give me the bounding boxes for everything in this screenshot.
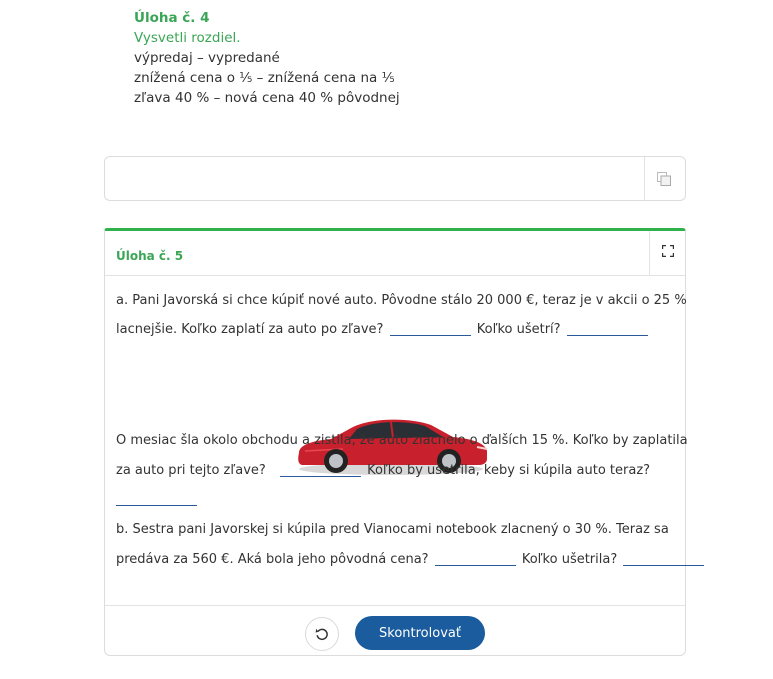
answer-blank-original-price[interactable]: [435, 552, 516, 566]
reset-icon: [315, 627, 329, 641]
copy-icon[interactable]: [657, 172, 671, 186]
header-divider: [649, 231, 650, 275]
task-5-text: za auto pri tejto zľave?: [116, 463, 266, 478]
task-5-text: predáva za 560 €. Aká bola jeho pôvodná cena?: [116, 552, 429, 567]
task-5-text: b. Sestra pani Javorskej si kúpila pred Vianocami notebook zlacnený o 30 %. Teraz sa: [116, 522, 669, 537]
check-button[interactable]: Skontrolovať: [355, 616, 485, 650]
task-5-footer: [105, 605, 685, 656]
task-5-text-row: [116, 463, 650, 478]
answer-divider: [644, 157, 645, 200]
task-5-header: [105, 231, 685, 276]
task-4-line: výpredaj – vypredané: [134, 50, 280, 66]
task-4-prompt: Vysvetli rozdiel.: [134, 30, 241, 46]
answer-blank-savings-2[interactable]: [116, 492, 197, 506]
task-5-title: Úloha č. 5: [116, 249, 184, 263]
task-4-answer-input[interactable]: [104, 156, 686, 201]
task-5-text-row: [116, 552, 706, 567]
task-4-title: Úloha č. 4: [134, 10, 210, 26]
answer-blank-savings-3[interactable]: [623, 552, 704, 566]
task-5-text: Koľko ušetrí?: [476, 322, 561, 337]
task-4: [134, 8, 400, 108]
task-5-text: a. Pani Javorská si chce kúpiť nové auto. Pôvodne stálo 20 000 €, teraz je v akcii o 25 %: [116, 293, 687, 308]
task-5-text: Koľko by ušetrila, keby si kúpila auto teraz?: [367, 463, 651, 478]
answer-blank-price[interactable]: [390, 322, 471, 336]
task-5-text: lacnejšie. Koľko zaplatí za auto po zľave?: [116, 322, 384, 337]
task-4-line: znížená cena o ⅕ – znížená cena na ⅕: [134, 70, 395, 86]
task-5-text: O mesiac šla okolo obchodu a zistila, že auto zlacnelo o ďalších 15 %. Koľko by zaplatila: [116, 433, 688, 448]
expand-icon[interactable]: [662, 245, 674, 257]
task-5-text: Koľko ušetrila?: [521, 552, 618, 567]
reset-button[interactable]: [305, 617, 339, 651]
task-5-card: [104, 228, 686, 656]
answer-blank-savings[interactable]: [567, 322, 648, 336]
task-4-line: zľava 40 % – nová cena 40 % pôvodnej: [134, 90, 400, 106]
answer-blank-price-2[interactable]: [280, 463, 361, 477]
task-5-text-row: [116, 322, 650, 337]
task-5-text-row: [116, 492, 199, 507]
